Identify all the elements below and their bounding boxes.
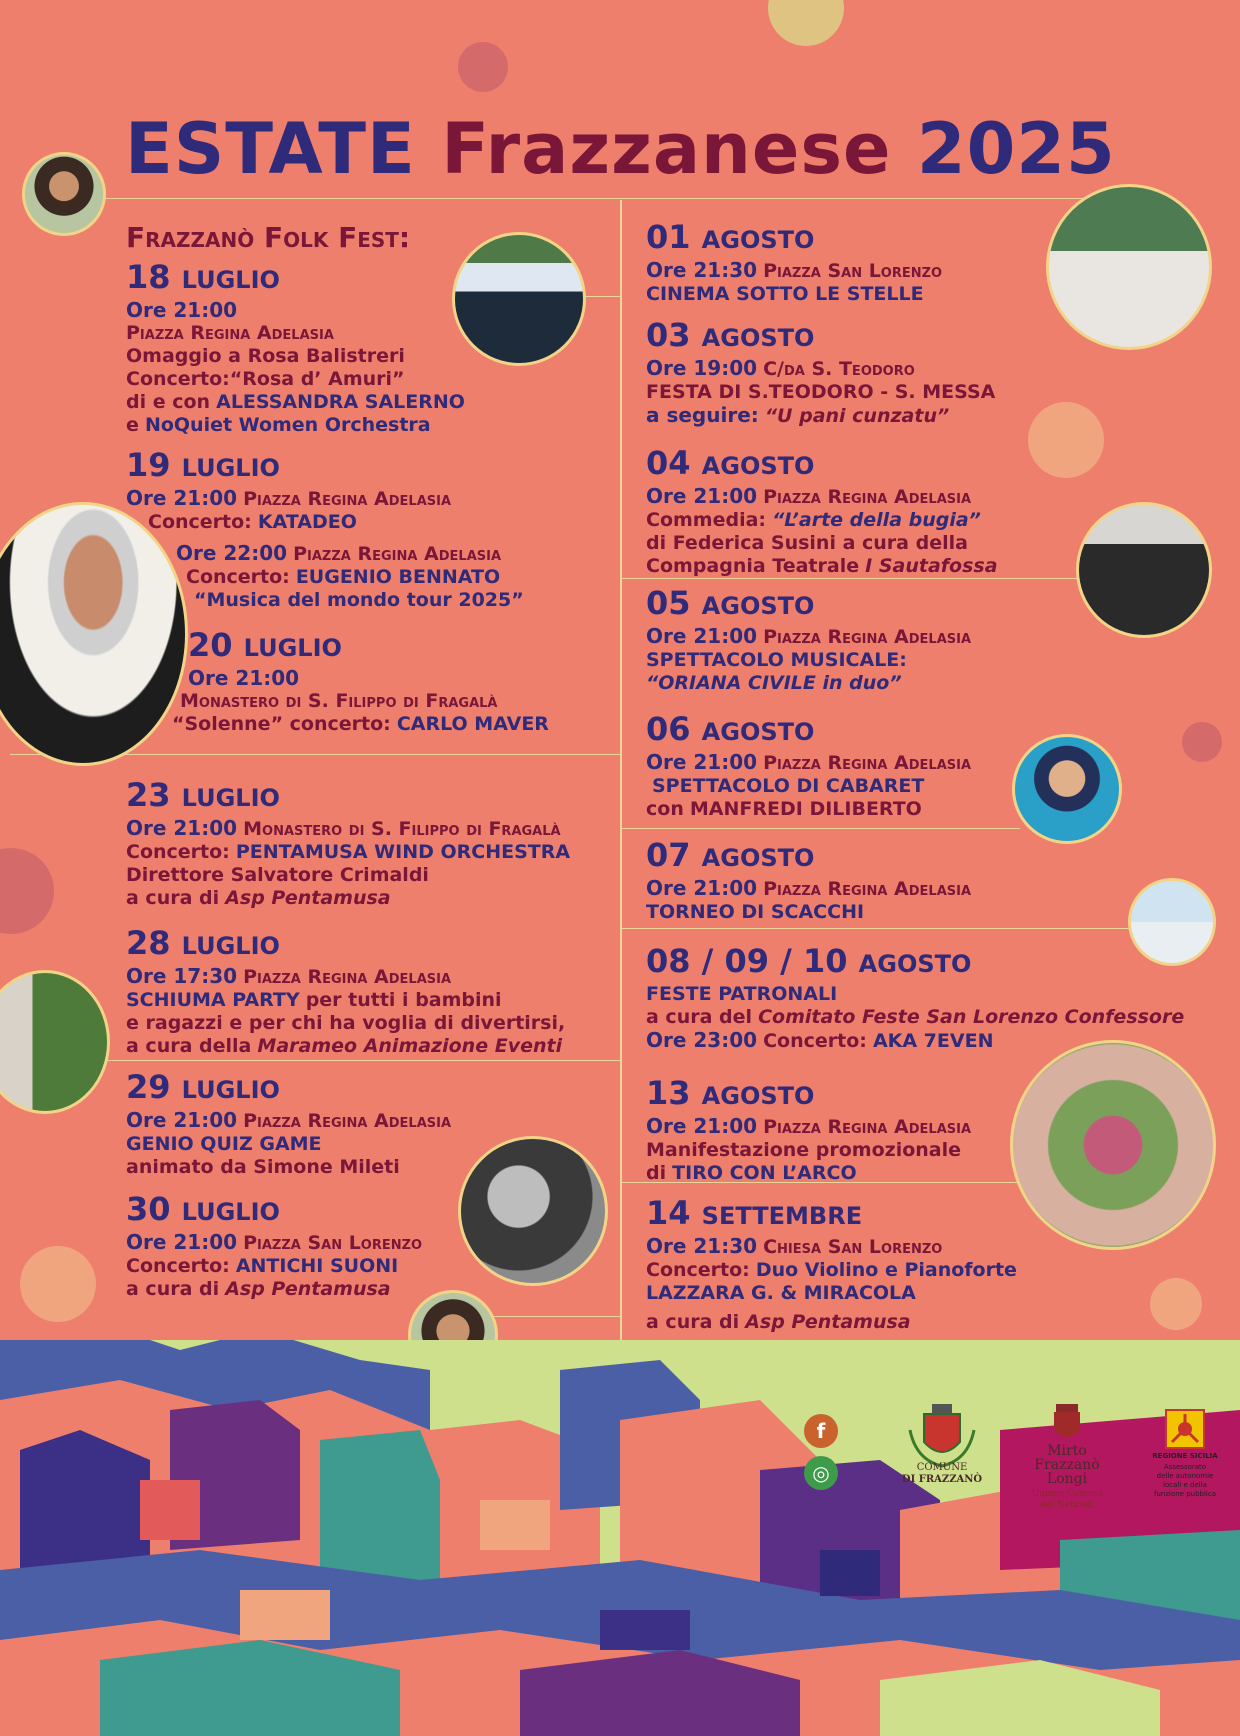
event-day: 13 <box>646 1074 691 1112</box>
event-organizer: Asp Pentamusa <box>225 1278 391 1300</box>
event-place: Piazza Regina Adelasia <box>243 966 452 988</box>
event-day: 28 <box>126 924 171 962</box>
event-organizer: Asp Pentamusa <box>225 887 391 909</box>
event-month: AGOSTO <box>701 1082 815 1110</box>
event-07-agosto <box>646 836 971 924</box>
event-month: LUGLIO <box>181 1076 280 1104</box>
event-title: “ORIANA CIVILE in duo” <box>646 672 902 694</box>
event-month: LUGLIO <box>181 454 280 482</box>
comune-logo <box>902 1400 982 1510</box>
event-time-2: Ore 22:00 <box>176 541 288 565</box>
divider <box>100 198 1120 199</box>
event-month: AGOSTO <box>858 950 972 978</box>
event-label: “Solenne” concerto: <box>172 713 391 735</box>
event-20-luglio <box>172 626 549 736</box>
event-month: AGOSTO <box>701 592 815 620</box>
event-18-luglio <box>126 258 465 437</box>
event-artist: ANTICHI SUONI <box>235 1255 399 1277</box>
unione-logo <box>1026 1400 1108 1520</box>
event-artist: Duo Violino e Pianoforte <box>755 1259 1017 1281</box>
photo-band-trio <box>1046 184 1212 350</box>
event-artist: TIRO CON L’ARCO <box>672 1162 857 1184</box>
event-line: “Musica del mondo tour 2025” <box>194 589 524 611</box>
event-day: 14 <box>646 1194 691 1232</box>
event-label: Concerto: <box>126 841 230 863</box>
event-place: Piazza Regina Adelasia <box>763 486 972 508</box>
comune-label: COMUNE <box>916 1462 968 1473</box>
event-time: Ore 21:00 <box>646 1114 758 1138</box>
event-date <box>126 446 524 487</box>
event-23-luglio <box>126 776 570 910</box>
event-label: Concerto: <box>126 1255 230 1277</box>
event-month: LUGLIO <box>181 266 280 294</box>
event-artist: FESTE PATRONALI <box>646 983 838 1005</box>
title-word-estate: ESTATE <box>125 108 416 190</box>
event-date <box>646 584 971 625</box>
decor-dot <box>1028 402 1104 478</box>
event-time: Ore 21:00 <box>126 1108 238 1132</box>
regione-line-3: locali e della <box>1163 1481 1207 1489</box>
event-month: AGOSTO <box>701 452 815 480</box>
event-artist: ALESSANDRA SALERNO <box>216 391 465 413</box>
facebook-icon[interactable]: f <box>804 1414 838 1448</box>
event-29-luglio <box>126 1068 451 1179</box>
event-place-2: Piazza Regina Adelasia <box>293 543 502 565</box>
event-month: LUGLIO <box>181 932 280 960</box>
event-place: Monastero di S. Filippo di Fragalà <box>180 690 498 712</box>
unione-town-3: Longi <box>1046 1471 1088 1487</box>
event-place: Monastero di S. Filippo di Fragalà <box>243 818 561 840</box>
event-time: Ore 21:30 <box>646 258 758 282</box>
event-day: 19 <box>126 446 171 484</box>
photo-accordion-player <box>458 1136 608 1286</box>
event-artist: TORNEO DI SCACCHI <box>646 901 865 923</box>
event-organizer: Comitato Feste San Lorenzo Confessore <box>758 1006 1185 1028</box>
photo-orchestra-group <box>1010 1040 1216 1250</box>
divider <box>620 578 1080 579</box>
event-label: Compagnia Teatrale <box>646 555 860 577</box>
event-artist: SPETTACOLO MUSICALE: <box>646 649 907 671</box>
event-label: a cura di <box>126 1278 220 1300</box>
event-day: 30 <box>126 1190 171 1228</box>
event-05-agosto <box>646 584 971 695</box>
event-day: 03 <box>646 316 691 354</box>
event-month: AGOSTO <box>701 844 815 872</box>
event-label: Commedia: <box>646 509 767 531</box>
event-artist: GENIO QUIZ GAME <box>126 1133 322 1155</box>
event-label: a seguire: <box>646 403 759 427</box>
event-day: 20 <box>188 626 233 664</box>
event-artist: NoQuiet Women Orchestra <box>144 414 431 436</box>
event-date <box>126 924 565 965</box>
event-line: di Federica Susini a cura della <box>646 532 968 554</box>
event-title: “L’arte della bugia” <box>772 509 981 531</box>
event-place: Piazza Regina Adelasia <box>763 1116 972 1138</box>
folk-fest-heading <box>126 222 410 254</box>
event-30-luglio <box>126 1190 422 1301</box>
event-time: Ore 21:00 <box>126 298 238 322</box>
event-artist: PENTAMUSA WIND ORCHESTRA <box>235 841 571 863</box>
event-06-agosto <box>646 710 971 821</box>
title-year: 2025 <box>916 108 1116 190</box>
event-day: 04 <box>646 444 691 482</box>
comune-name: DI FRAZZANÒ <box>901 1474 983 1485</box>
event-label: di e con <box>126 391 211 413</box>
event-14-settembre <box>646 1194 1017 1334</box>
decor-dot <box>1182 722 1222 762</box>
event-place: Chiesa San Lorenzo <box>763 1236 943 1258</box>
event-day: 18 <box>126 258 171 296</box>
event-date <box>646 836 971 877</box>
unione-label-2: dei Nebrodi <box>1039 1500 1095 1510</box>
event-title: “U pani cunzatu” <box>764 405 950 427</box>
event-time: Ore 23:00 <box>646 1028 758 1052</box>
event-artist: MANFREDI DILIBERTO <box>689 798 922 820</box>
event-feste-patronali <box>646 942 1184 1053</box>
event-month: AGOSTO <box>701 226 815 254</box>
event-date <box>126 258 465 299</box>
divider <box>480 1316 620 1317</box>
event-day: 23 <box>126 776 171 814</box>
event-artist: SPETTACOLO DI CABARET <box>652 775 925 797</box>
event-artist: FESTA DI S.TEODORO - S. MESSA <box>646 381 996 403</box>
event-label: e <box>126 414 139 436</box>
event-time: Ore 21:00 <box>646 750 758 774</box>
event-label: Concerto: <box>148 511 252 533</box>
event-day: 08 / 09 / 10 <box>646 942 848 980</box>
event-day: 01 <box>646 218 691 256</box>
event-time: Ore 21:00 <box>126 816 238 840</box>
event-label: Concerto: <box>763 1030 867 1052</box>
photo-archery <box>0 970 110 1114</box>
event-title: “Rosa d’ Amuri” <box>229 368 405 390</box>
divider <box>620 928 1140 929</box>
event-label: a cura di <box>646 1311 740 1333</box>
photo-singer-portrait <box>22 152 106 236</box>
event-artist: LAZZARA G. & MIRACOLA <box>646 1282 916 1304</box>
event-label: Concerto: <box>126 368 230 390</box>
decor-dot <box>768 0 844 46</box>
event-month: AGOSTO <box>701 718 815 746</box>
event-artist: EUGENIO BENNATO <box>295 566 501 588</box>
regione-line-4: funzione pubblica <box>1153 1490 1216 1498</box>
unione-town-2: Frazzanò <box>1034 1457 1100 1473</box>
event-19-luglio <box>126 446 524 612</box>
event-03-agosto <box>646 316 995 428</box>
event-place: Piazza San Lorenzo <box>763 260 943 282</box>
event-place: C/da S. Teodoro <box>763 358 915 380</box>
event-place: Piazza San Lorenzo <box>243 1232 423 1254</box>
event-time: Ore 21:00 <box>126 1230 238 1254</box>
event-label: a cura del <box>646 1006 753 1028</box>
event-time: Ore 21:00 <box>646 484 758 508</box>
title-word-frazzanese: Frazzanese <box>441 108 892 190</box>
event-date <box>126 1068 451 1109</box>
coat-of-arms-icon <box>902 1400 982 1470</box>
event-place: Piazza Regina Adelasia <box>763 878 972 900</box>
crown-shield-icon <box>1026 1400 1108 1444</box>
event-line: animato da Simone Mileti <box>126 1156 400 1178</box>
event-artist: AKA 7EVEN <box>872 1030 994 1052</box>
event-time: Ore 21:00 <box>646 876 758 900</box>
event-date <box>646 710 971 751</box>
event-time: Ore 21:00 <box>646 624 758 648</box>
event-artist: CARLO MAVER <box>396 713 549 735</box>
event-month: LUGLIO <box>243 634 342 662</box>
event-artist: CINEMA SOTTO LE STELLE <box>646 283 924 305</box>
decor-dot <box>1150 1278 1202 1330</box>
event-organizer: I Sautafossa <box>865 555 998 577</box>
event-day: 06 <box>646 710 691 748</box>
event-time: Ore 21:00 <box>188 666 300 690</box>
event-date <box>646 1074 971 1115</box>
event-line: Omaggio a Rosa Balistreri <box>126 345 405 367</box>
event-04-agosto <box>646 444 998 578</box>
event-date <box>188 626 549 667</box>
event-day: 05 <box>646 584 691 622</box>
event-day: 29 <box>126 1068 171 1106</box>
instagram-icon[interactable]: ◎ <box>804 1456 838 1490</box>
event-month: SETTEMBRE <box>701 1202 863 1230</box>
regione-line-1: Assessorato <box>1163 1463 1207 1471</box>
event-line: Direttore Salvatore Crimaldi <box>126 864 429 886</box>
event-date <box>646 444 998 485</box>
event-13-agosto <box>646 1074 971 1185</box>
event-place: Piazza Regina Adelasia <box>243 1110 452 1132</box>
trinacria-icon <box>1140 1408 1230 1452</box>
decor-dot <box>458 42 508 92</box>
event-organizer: Marameo Animazione Eventi <box>257 1035 563 1057</box>
event-label: di <box>646 1162 667 1184</box>
event-artist: SCHIUMA PARTY <box>126 989 300 1011</box>
folk-fest-label: Frazzanò Folk Fest: <box>126 221 411 254</box>
event-month: LUGLIO <box>181 784 280 812</box>
page-title <box>125 108 1116 190</box>
photo-outdoor-cinema <box>452 232 586 366</box>
regione-logo <box>1140 1408 1230 1518</box>
event-line: e ragazzi e per chi ha voglia di divertirsi, <box>126 1012 566 1034</box>
event-line: Manifestazione promozionale <box>646 1139 962 1161</box>
event-place: Piazza Regina Adelasia <box>763 626 972 648</box>
event-label: per tutti i bambini <box>305 989 502 1011</box>
event-date <box>646 316 995 357</box>
event-01-agosto <box>646 218 942 306</box>
regione-name: REGIONE SICILIA <box>1152 1452 1218 1460</box>
event-artist: KATADEO <box>257 511 357 533</box>
event-label: Concerto: <box>186 566 290 588</box>
photo-manfredi-diliberto <box>1012 734 1122 844</box>
event-28-luglio <box>126 924 565 1058</box>
event-month: AGOSTO <box>701 324 815 352</box>
unione-label-1: Unione Comuni <box>1031 1489 1103 1499</box>
event-time: Ore 21:00 <box>126 486 238 510</box>
event-date <box>126 1190 422 1231</box>
event-date <box>126 776 570 817</box>
event-label: a cura della <box>126 1035 252 1057</box>
event-date <box>646 218 942 259</box>
event-date <box>646 1194 1017 1235</box>
column-divider <box>620 200 622 1384</box>
event-place: Piazza Regina Adelasia <box>126 322 334 344</box>
unione-town-1: Mirto <box>1047 1443 1087 1459</box>
event-label: Concerto: <box>646 1259 750 1281</box>
event-label: con <box>646 798 684 820</box>
regione-line-2: delle autonomie <box>1156 1472 1214 1480</box>
decor-dot <box>20 1246 96 1322</box>
event-day: 07 <box>646 836 691 874</box>
divider <box>620 828 1020 829</box>
event-month: LUGLIO <box>181 1198 280 1226</box>
event-place: Piazza Regina Adelasia <box>243 488 452 510</box>
event-date <box>646 942 1184 983</box>
event-time: Ore 17:30 <box>126 964 238 988</box>
event-organizer: Asp Pentamusa <box>745 1311 911 1333</box>
event-time: Ore 19:00 <box>646 356 758 380</box>
photo-theatre-company <box>1076 502 1212 638</box>
decor-dot <box>0 848 54 934</box>
event-place: Piazza Regina Adelasia <box>763 752 972 774</box>
event-time: Ore 21:30 <box>646 1234 758 1258</box>
event-label: a cura di <box>126 887 220 909</box>
